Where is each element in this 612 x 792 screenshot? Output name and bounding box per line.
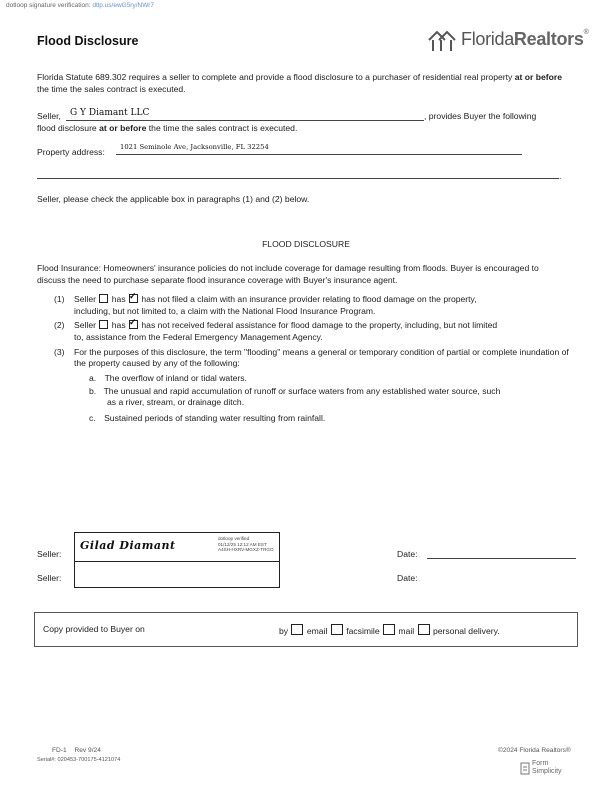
item-2-line-2: to, assistance from the Federal Emergency Management Agency.: [74, 332, 323, 342]
flood-insurance-paragraph: Flood Insurance: Homeowners' insurance policies do not include coverage for damage resulting from floods. Buyer is encouraged to discuss the need to purchase separate flood insurance coverage with Buyer's insurance agent.: [37, 263, 539, 285]
item-2-has-checkbox[interactable]: [99, 320, 108, 329]
seller-line-after: , provides Buyer the following: [424, 111, 537, 121]
seller-label: Seller,: [37, 111, 61, 121]
brand-simplicity: Simplicity: [532, 768, 562, 775]
copy-provided-box: [34, 612, 578, 647]
seller-line2-c: the time the sales contract is executed.: [146, 123, 298, 133]
mail-label: mail: [398, 626, 415, 636]
form-revision: Rev 9/24: [74, 747, 101, 754]
logo-text-florida: Florida: [461, 29, 514, 49]
form-simplicity-logo: [520, 760, 572, 778]
house-logo-icon: [427, 29, 459, 53]
item-3a-text: The overflow of inland or tidal waters.: [104, 373, 247, 383]
item-3b-text-2: as a river, stream, or drainage ditch.: [107, 397, 245, 408]
seller-line2-bold: at or before: [99, 123, 147, 133]
property-address-line-2[interactable]: [37, 168, 562, 181]
item-3c-text: Sustained periods of standing water resulting from rainfall.: [104, 413, 326, 423]
seller-1-label: Seller:: [37, 549, 62, 559]
personal-delivery-label: personal delivery.: [432, 626, 500, 636]
item-1-text: has not filed a claim with an insurance provider relating to flood damage on the property,: [141, 294, 477, 304]
item-1-number: (1): [54, 294, 65, 304]
item-3b-text: The unusual and rapid accumulation of runoff or surface waters from any established water source, such: [103, 386, 501, 396]
item-3-text: For the purposes of this disclosure, the term "flooding" means a general or temporary condition of partial or complete inundation of the property caused by any of the following:: [74, 347, 569, 369]
verification-link[interactable]: dtlp.us/ewG5ry/NWr7: [92, 2, 155, 9]
item-3b-key: b.: [89, 386, 97, 396]
item-2-number: (2): [54, 320, 65, 330]
signature-verification: [6, 2, 154, 9]
intro-bold: at or before: [514, 72, 562, 82]
item-3a-key: a.: [89, 373, 97, 383]
property-address-field[interactable]: [116, 142, 522, 155]
item-3b: [89, 386, 569, 409]
seller-name-field[interactable]: [66, 108, 424, 121]
delivery-options: [279, 624, 500, 636]
florida-realtors-logo: [427, 27, 587, 55]
instruction-text: Seller, please check the applicable box in paragraphs (1) and (2) below.: [37, 194, 310, 204]
seller-1-signature-box[interactable]: [74, 532, 280, 562]
item-2-has-not-checkbox[interactable]: [129, 320, 138, 329]
copy-provided-label: Copy provided to Buyer on: [43, 624, 145, 634]
item-1-seller: Seller: [74, 294, 96, 304]
property-label: Property address:: [37, 147, 105, 157]
intro-text-1: Florida Statute 689.302 requires a seller to complete and provide a flood disclosure to a purchaser of residential real property: [37, 72, 515, 82]
item-1-has-label: has: [111, 294, 126, 304]
form-id: [52, 747, 101, 754]
verification-label: dotloop signature verification:: [6, 2, 91, 9]
item-3c: [89, 413, 325, 424]
stamp-line-1: dotloop verified: [218, 536, 250, 541]
facsimile-label: facsimile: [346, 626, 380, 636]
item-3c-key: c.: [89, 413, 96, 423]
personal-delivery-checkbox[interactable]: [418, 624, 430, 635]
property-trail: .: [559, 171, 562, 181]
form-code: FD-1: [52, 747, 67, 754]
section-heading: FLOOD DISCLOSURE: [262, 239, 350, 249]
stamp-line-2: 01/12/25 12:12 AM EST: [218, 541, 267, 547]
intro-text-2: the time the sales contract is executed.: [37, 83, 186, 94]
item-2-has-label: has: [111, 320, 126, 330]
item-1-has-checkbox[interactable]: [99, 294, 108, 303]
facsimile-checkbox[interactable]: [331, 624, 343, 635]
item-2-seller: Seller: [74, 320, 96, 330]
seller-line-2: [37, 123, 297, 133]
date-2-label: Date:: [397, 573, 418, 583]
item-3-number: (3): [54, 347, 65, 357]
serial-number: Serial#: 020453-700175-4121074: [37, 757, 121, 763]
intro-paragraph: [37, 72, 567, 95]
copyright: ©2024 Florida Realtors®: [498, 747, 571, 754]
stamp-line-3: A4SH-HXRV-MGXZ-TRGO: [218, 547, 274, 553]
page-title: Flood Disclosure: [37, 34, 139, 48]
item-1-line-2: including, but not limited to, a claim with the National Flood Insurance Program.: [74, 306, 376, 316]
logo-registered-mark: ®: [583, 29, 589, 36]
seller-name-value: G Y Diamant LLC: [70, 108, 150, 118]
seller-2-label: Seller:: [37, 573, 62, 583]
mail-checkbox[interactable]: [383, 624, 395, 635]
seller-1-signature: Gilad Diamant: [80, 539, 176, 552]
email-label: email: [306, 626, 328, 636]
date-1-label: Date:: [397, 549, 418, 559]
brand-form: Form: [532, 760, 549, 767]
property-address-value: 1021 Seminole Ave, Jacksonville, FL 32254: [120, 143, 269, 151]
item-3a: [89, 373, 247, 384]
logo-text-realtors: Realtors: [513, 29, 584, 49]
seller-line2-a: flood disclosure: [37, 123, 100, 133]
item-1-has-not-checkbox[interactable]: [129, 294, 138, 303]
form-simplicity-icon: [520, 762, 530, 775]
item-2-text: has not received federal assistance for flood damage to the property, including, but not limited: [141, 320, 498, 330]
date-1-field[interactable]: [427, 548, 576, 559]
seller-2-signature-box[interactable]: [74, 561, 280, 588]
copy-by: by: [279, 626, 289, 636]
dotloop-verified-stamp: [218, 536, 274, 553]
email-checkbox[interactable]: [291, 624, 303, 635]
